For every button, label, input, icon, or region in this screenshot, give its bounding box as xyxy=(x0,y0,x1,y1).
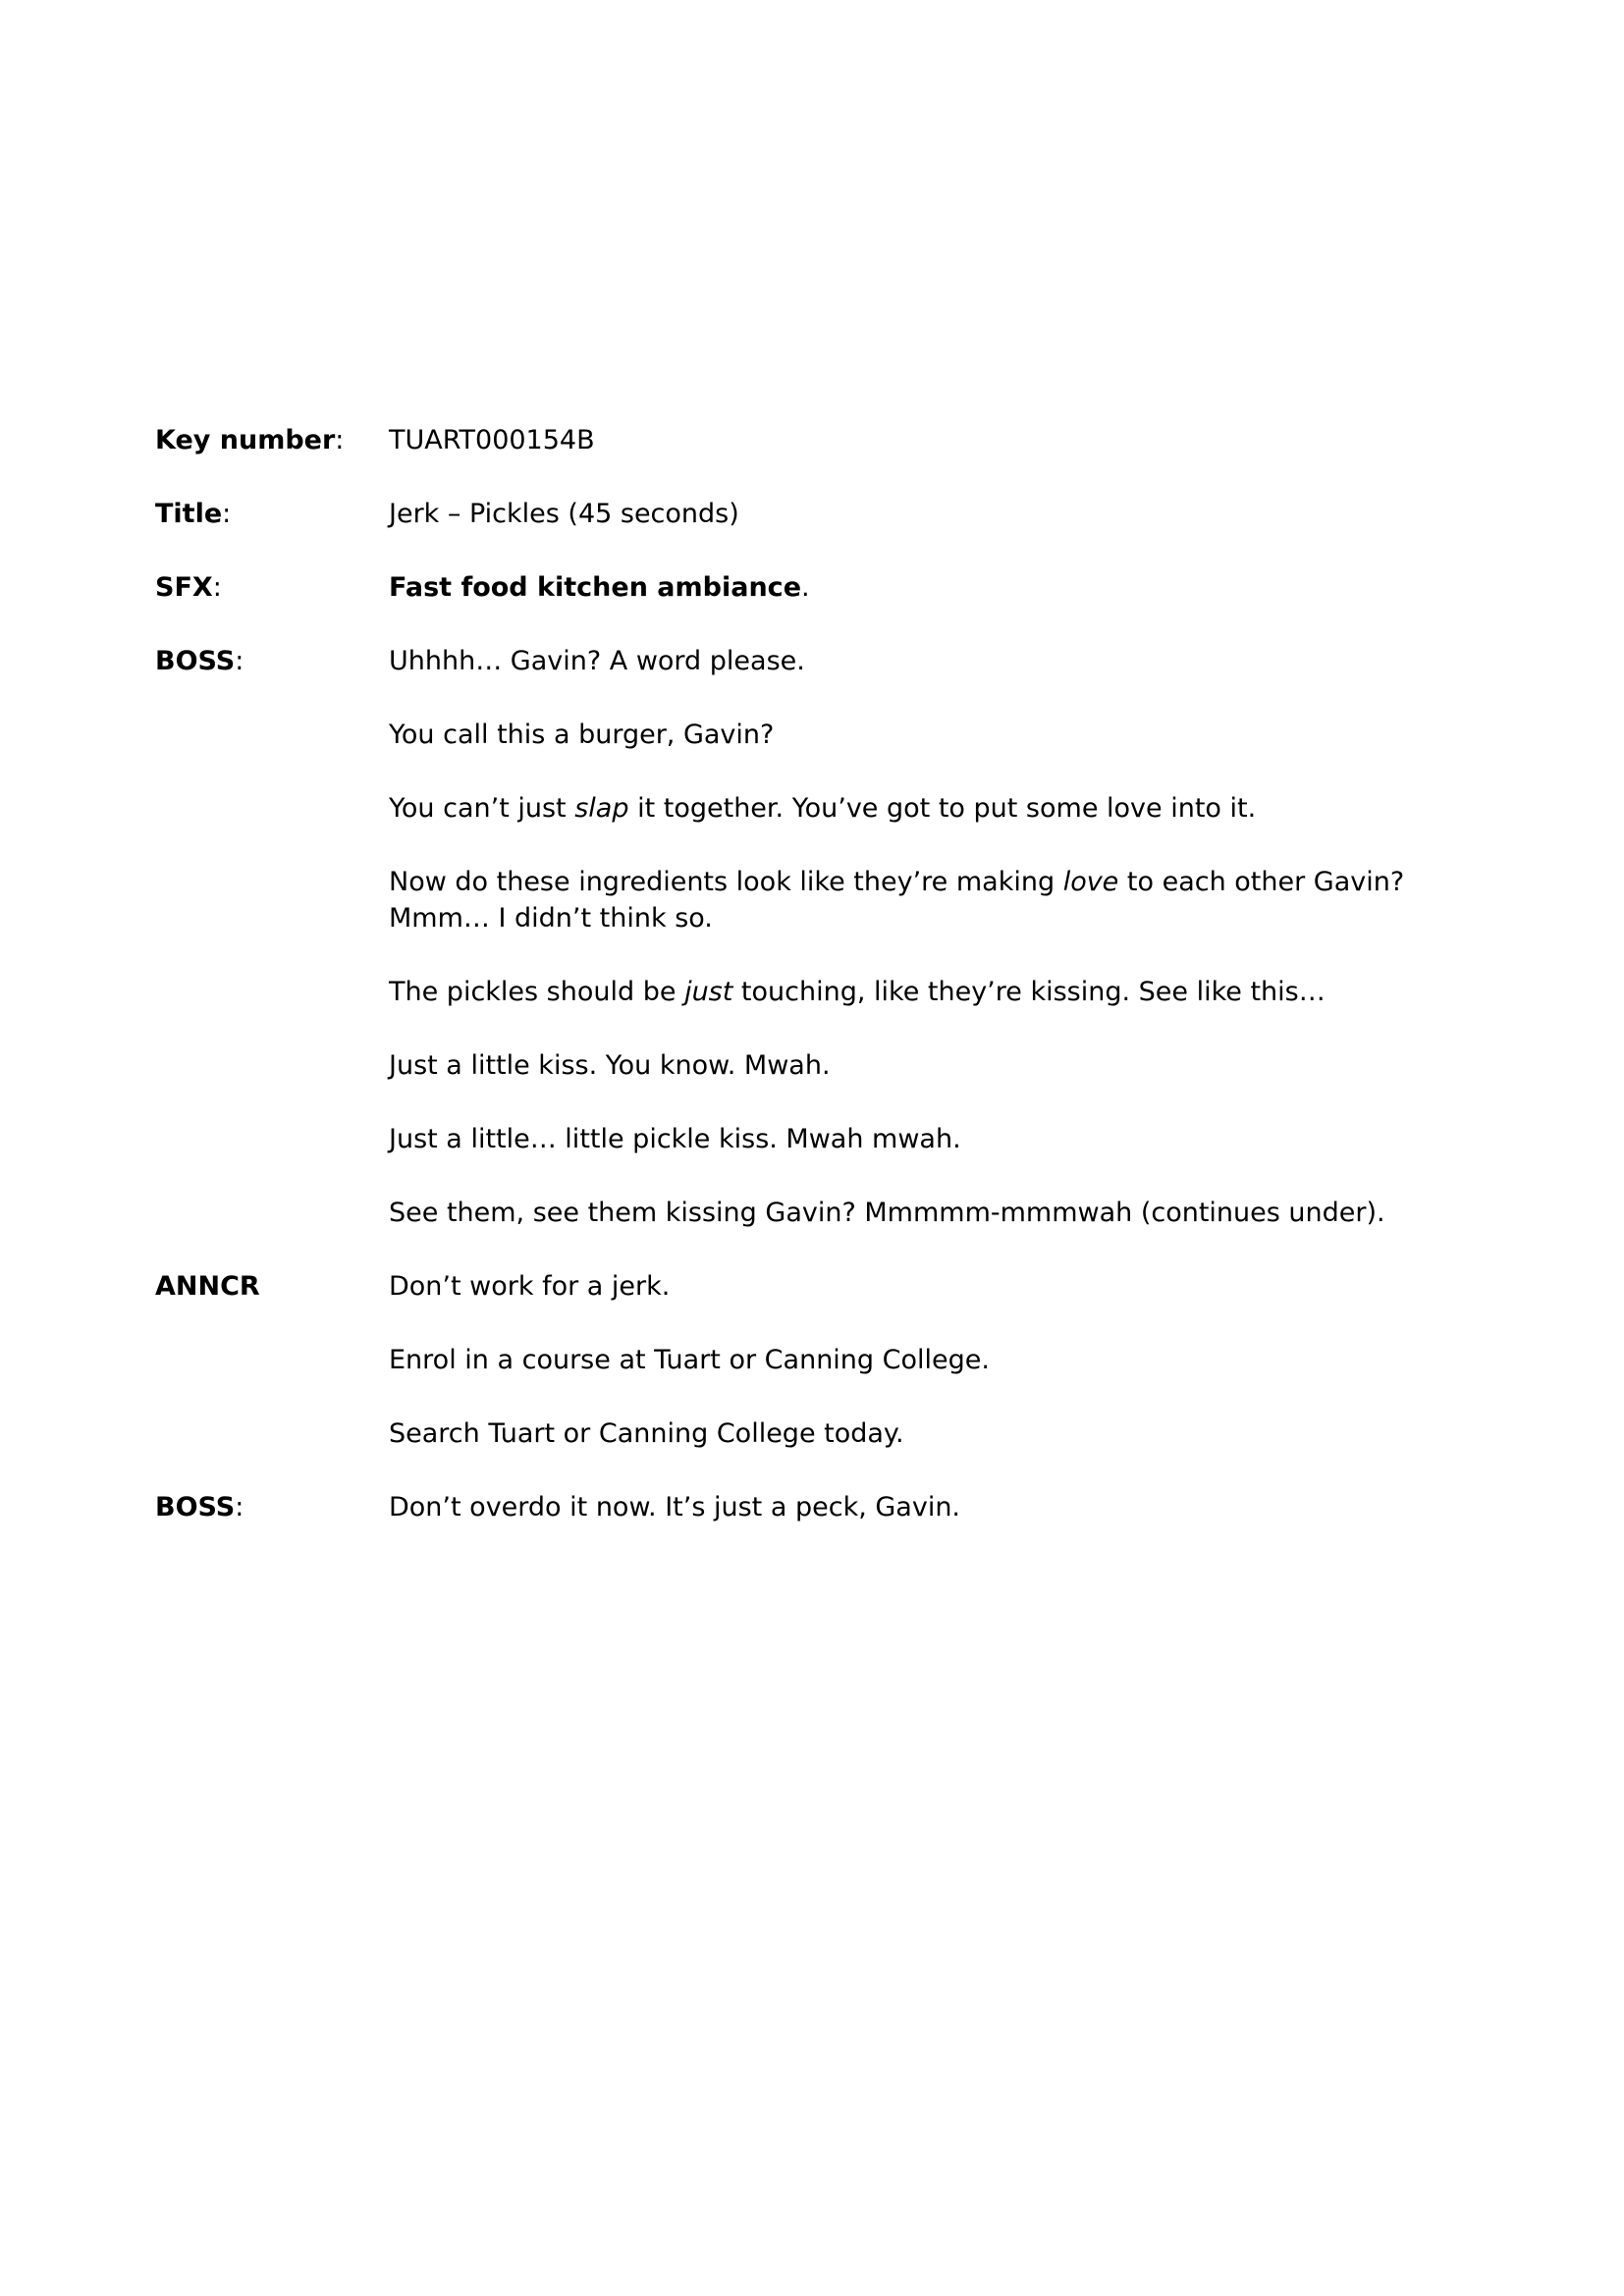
key-number-label xyxy=(155,422,389,458)
boss-closing-label xyxy=(155,1489,389,1525)
boss-line-4 xyxy=(389,864,1471,936)
anncr-label xyxy=(155,1268,389,1305)
anncr-line-3: Search Tuart or Canning College today. xyxy=(389,1418,904,1449)
boss-line-5 xyxy=(389,974,1471,1010)
sfx-text-bold: Fast food kitchen ambiance xyxy=(389,572,802,603)
boss-line-3 xyxy=(389,790,1471,827)
title-content xyxy=(389,496,1471,569)
boss-line-8: See them, see them kissing Gavin? Mmmmm-mmmwah (continues under). xyxy=(389,1198,1385,1228)
boss-line-2: You call this a burger, Gavin? xyxy=(389,720,775,750)
boss-line-3-post: it together. You’ve got to put some love into it. xyxy=(628,793,1257,824)
title-label xyxy=(155,496,389,532)
title-label-text: Title xyxy=(155,499,223,529)
sfx-label xyxy=(155,569,389,606)
anncr-line-1: Don’t work for a jerk. xyxy=(389,1271,671,1302)
sfx-colon: : xyxy=(212,572,222,603)
boss-colon: : xyxy=(235,646,244,676)
key-number-content xyxy=(389,422,1471,496)
key-number-colon: : xyxy=(335,425,345,455)
boss-line-4-em: love xyxy=(1062,867,1119,897)
sfx-text xyxy=(389,569,1471,606)
boss-line-1: Uhhhh… Gavin? A word please. xyxy=(389,646,805,676)
title-row xyxy=(155,496,1471,569)
boss-row xyxy=(155,643,1471,1268)
boss-line-4-post: to each other Gavin? Mmm… I didn’t think so. xyxy=(389,867,1405,934)
boss-closing-line-1: Don’t overdo it now. It’s just a peck, Gavin. xyxy=(389,1492,961,1522)
boss-line-5-pre: The pickles should be xyxy=(389,977,685,1007)
anncr-line-2: Enrol in a course at Tuart or Canning College. xyxy=(389,1345,990,1375)
key-number-label-text: Key number xyxy=(155,425,336,455)
title-colon: : xyxy=(222,499,232,529)
sfx-period: . xyxy=(801,572,810,603)
key-number-value: TUART000154B xyxy=(389,425,595,455)
boss-line-3-em: slap xyxy=(574,793,629,824)
boss-lines xyxy=(389,643,1471,1268)
boss-closing-row xyxy=(155,1489,1471,1563)
boss-line-3-pre: You can’t just xyxy=(389,793,575,824)
boss-line-6: Just a little kiss. You know. Mwah. xyxy=(389,1050,831,1081)
boss-line-7: Just a little… little pickle kiss. Mwah mwah. xyxy=(389,1124,961,1154)
sfx-row xyxy=(155,569,1471,643)
key-number-row xyxy=(155,422,1471,496)
boss-label-text: BOSS xyxy=(155,646,236,676)
radio-script xyxy=(155,422,1471,1563)
sfx-label-text: SFX xyxy=(155,572,213,603)
boss-label xyxy=(155,643,389,679)
sfx-content xyxy=(389,569,1471,643)
boss-closing-lines xyxy=(389,1489,1471,1563)
boss-line-5-em: just xyxy=(684,977,733,1007)
boss-line-5-post: touching, like they’re kissing. See like this… xyxy=(732,977,1326,1007)
boss-closing-label-text: BOSS xyxy=(155,1492,236,1522)
boss-line-4-pre: Now do these ingredients look like they’re making xyxy=(389,867,1063,897)
title-value: Jerk – Pickles (45 seconds) xyxy=(389,499,739,529)
anncr-label-text: ANNCR xyxy=(155,1271,260,1302)
anncr-row xyxy=(155,1268,1471,1489)
anncr-lines xyxy=(389,1268,1471,1489)
boss-closing-colon: : xyxy=(235,1492,244,1522)
